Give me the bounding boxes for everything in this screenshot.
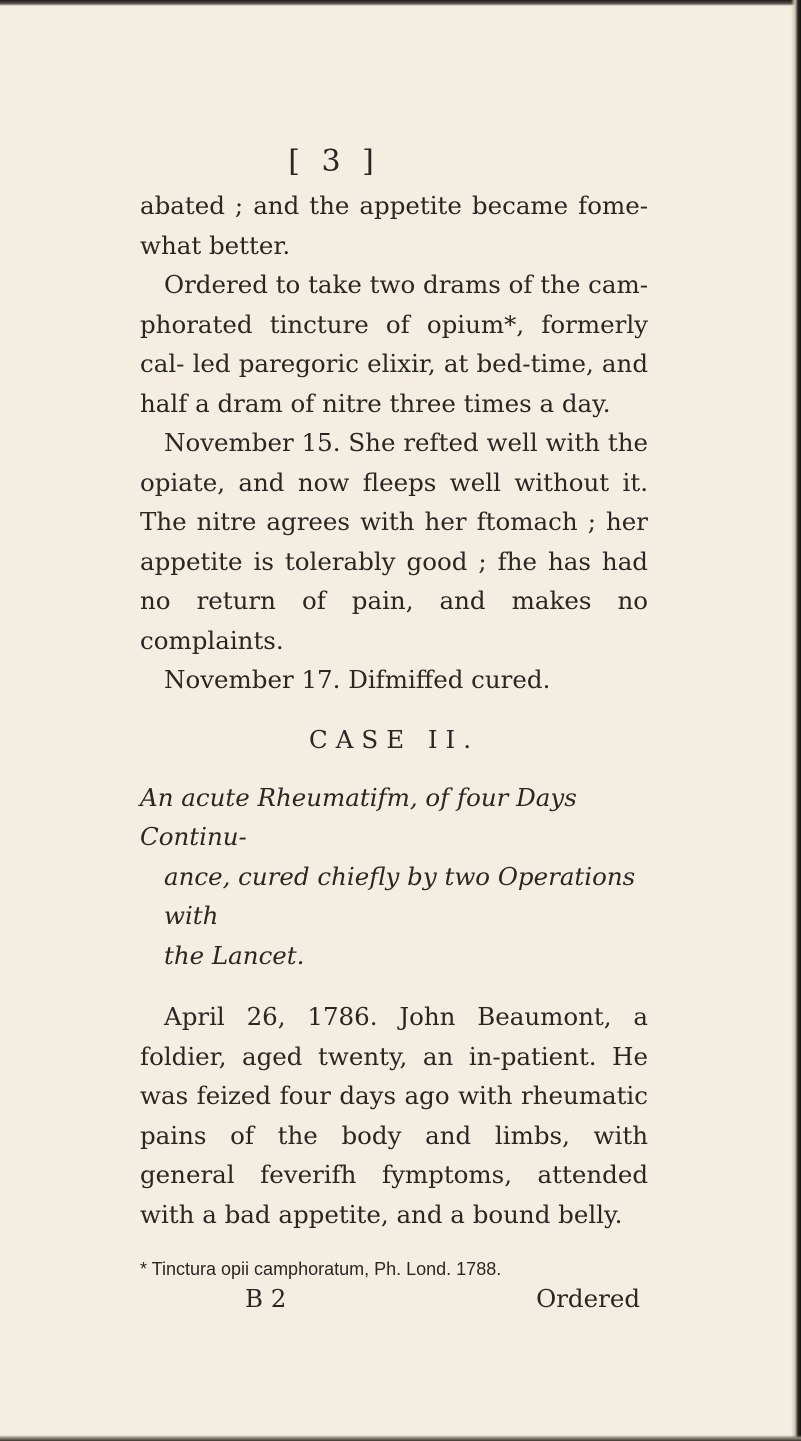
paragraph-april-26: April 26, 1786. John Beaumont, a foldier, aged twenty, an in-patient. He was feized four days ago with rheumatic pains of the body and limbs, with general feverifh fymptoms, attended with a bad appetite, and a bound belly. — [140, 1002, 648, 1229]
catchword: Ordered — [536, 1284, 640, 1313]
case-heading: CASE II. — [308, 724, 480, 754]
page-right-edge — [791, 0, 801, 1441]
text-block — [140, 140, 648, 1316]
paragraph-november-17: November 17. Difmiffed cured. — [164, 665, 551, 694]
paragraph-abated: abated ; and the appetite became fome- what better. — [140, 191, 648, 260]
page-bottom-edge — [0, 1435, 801, 1441]
footnote: * Tinctura opii camphoratum, Ph. Lond. 1788. — [140, 1259, 502, 1279]
signature-mark: B 2 — [245, 1284, 287, 1313]
paragraph-november-15: November 15. She refted well with the opiate, and now fleeps well without it. The nitre agrees with her ftomach ; her appetite is tolerably good ; fhe has had no return of pain, and makes no complaints. — [140, 428, 648, 655]
page-number: [ 3 ] — [288, 144, 380, 179]
case-title-line-3: the Lancet. — [164, 940, 305, 970]
case-title-line-2: ance, cured chiefly by two Operations with — [164, 861, 636, 930]
paragraph-ordered: Ordered to take two drams of the cam- phorated tincture of opium*, formerly cal- led paregoric elixir, at bed-time, and half a dram of nitre three times a day. — [140, 270, 648, 418]
case-title — [140, 778, 648, 976]
case-title-line-1: An acute Rheumatifm, of four Days Continu- — [140, 782, 577, 851]
page-footer — [140, 1282, 648, 1316]
page-top-edge — [0, 0, 801, 6]
